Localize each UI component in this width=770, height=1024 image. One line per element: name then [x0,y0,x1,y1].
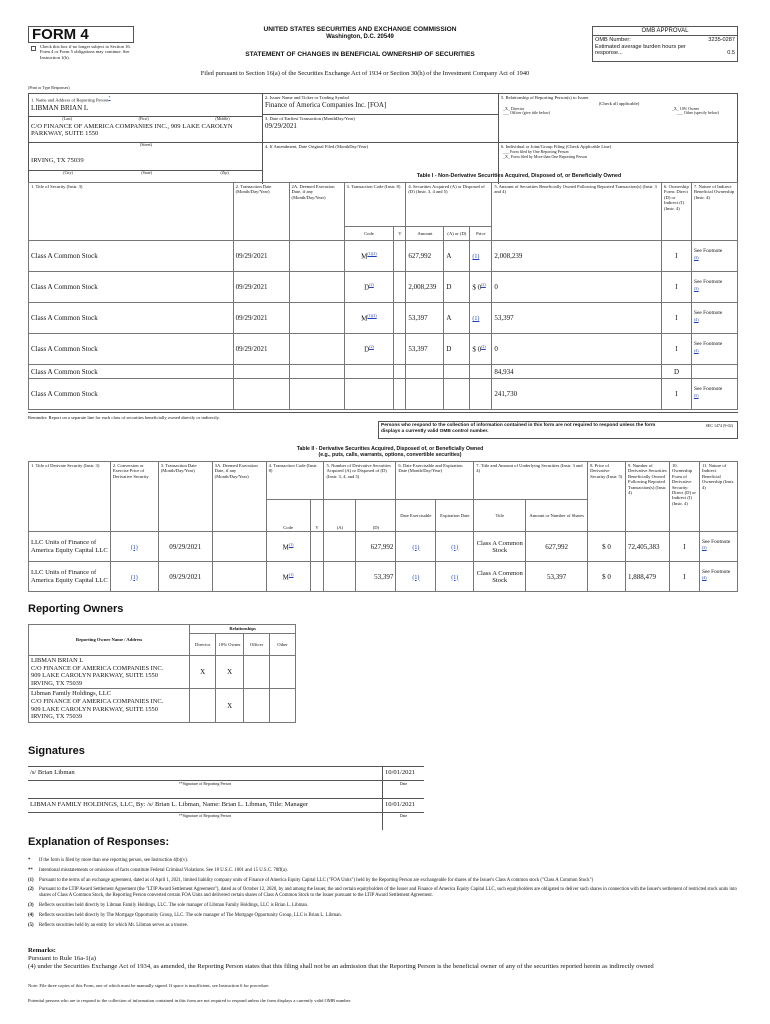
t2-date-exercisable [396,532,436,562]
owner-other [270,656,296,689]
t1-nature-footnote-link[interactable]: (4) [693,316,699,322]
t1-price-footnote-link[interactable]: (2) [481,282,486,288]
t1-transaction-date: 09/29/2021 [233,241,289,272]
explanation-text: Reflects securities held directly by Libman Family Holdings, LLC. The sole manager of Libman Family Holdings, LLC is Brian L. Libman. [39,902,309,908]
box4-label: 4. If Amendment, Date Original Filed (MonthDay/Year) [265,144,369,149]
t1-nature: See Footnote $^{(4)}$ [691,303,737,334]
t1-price [470,303,492,334]
omb-burden: 0.5 [727,50,735,56]
owners-col-name: Reporting Owner Name / Address [29,625,190,656]
filing-more: _X_ Form filed by More than One Reporting Person [503,154,587,159]
t1-transaction-date [233,365,289,379]
t1-nature: See Footnote $^{(3)}$ [691,241,737,272]
t2-nature: See Footnote $^{(4)}$ [699,562,737,592]
signature-date: 10/01/2021 [382,767,424,780]
t2-a [324,562,356,592]
explanation-text: Reflects securities held directly by The Mortgage Opportunity Group, LLC. The sole manager of The Mortgage Opportunity Group, LLC is Brian L. Libman. [39,912,342,918]
issuer-name: Finance of America Companies Inc. [FOA] [265,101,387,110]
reminder: Reminder: Report on a separate line for each class of securities beneficially owned directly or indirectly. [28,412,738,420]
agency-name: UNITED STATES SECURITIES AND EXCHANGE COMMISSION [263,26,457,33]
box2-label: 2. Issuer Name and Ticker or Trading Symbol [265,95,350,100]
t2-nature: See Footnote $^{(3)}$ [699,532,737,562]
t2-h-expiration: Expiration Date [436,500,474,532]
t2-owned-following: 1,888,479 [626,562,670,592]
explanation-mark: (4) [28,912,34,918]
explanation-mark: (3) [28,902,34,908]
t2-transaction-date: 09/29/2021 [158,532,212,562]
relationship-director: _X_ Director [503,105,525,111]
t1-code [344,365,394,379]
reporting-person-street: C/O FINANCE OF AMERICA COMPANIES INC., 909 LAKE CAROLYN PARKWAY, SUITE 1550 [31,122,233,137]
t1-owned-following: 53,397 [492,303,662,334]
table1-row [29,272,738,303]
t1-ownership-form: I [661,334,691,365]
t1-ownership-form: I [661,379,691,410]
t2-expiration-footnote-link[interactable]: (1) [451,544,459,551]
t1-security-title: Class A Common Stock [29,303,234,334]
t1-h-code: 3. Transaction Code (Instr. 8) [344,183,406,227]
t2-h-date-exercisable: Date Exercisable [396,500,436,532]
t2-h-conv: 2. Conversion or Exercise Price of Derivative Security [110,462,158,532]
earliest-transaction-date: 09/29/2021 [265,122,297,131]
signature-label: **Signature of Reporting Person [178,781,232,786]
t1-v [394,303,406,334]
t1-amount: 53,397 [406,334,444,365]
t1-nature-footnote-link[interactable]: (4) [693,347,699,353]
owner-ten-percent: X [216,689,244,722]
t1-h-aord: (A) or (D) [444,227,470,241]
t1-h-v: V [394,227,406,241]
t2-h-price: 8. Price of Derivative Security (Instr. 5) [588,462,626,532]
t2-underlying-amount: 627,992 [526,532,588,562]
owner-name-address: Libman Family Holdings, LLC C/O FINANCE OF AMERICA COMPANIES INC. 909 LAKE CAROLYN PARKWAY, SUITE 1550 IRVING, TX 75039 [29,689,190,722]
t1-a-or-d: D [444,334,470,365]
explanation-text: Pursuant to the terms of an exchange agreement, dated as of April 1, 2021, limited liability company units of Finance of America Equity Capital LLC ("FOA Units") held by the Reporting Person are exchangeable for shares of the Issuer's Class A common stock ("Class A Common Stock") [39,877,594,883]
t2-price: $ 0 [588,532,626,562]
header-boxes [28,93,738,183]
t1-nature [691,365,737,379]
omb-number-label: OMB Number: [595,37,631,43]
street-label: (Street) [140,142,152,147]
box5-label: 5. Relationship of Reporting Person(s) to Issuer [501,95,589,100]
t1-owned-following: 241,730 [492,379,662,410]
t2-h-d: (D) [356,500,396,532]
signature-date: 10/01/2021 [382,799,424,812]
t1-security-title: Class A Common Stock [29,334,234,365]
t1-deemed-date [289,334,344,365]
t2-h-under-title: Title [474,500,526,532]
t2-h-number: 5. Number of Derivative Securities Acquired (A) or Disposed of (D) (Instr. 3, 4, and 5) [324,462,396,500]
t1-h-acquired: 4. Securities Acquired (A) or Disposed of (D) (Instr. 3, 4 and 5) [406,183,492,227]
t1-h-code-sub: Code [344,227,394,241]
box3-label: 3. Date of Earliest Transaction (MonthDay/Year) [265,116,355,121]
t1-owned-following: 0 [492,334,662,365]
explanation-list [28,858,746,932]
explanation-mark: (1) [28,877,34,883]
t2-h-under-amount: Amount or Number of Shares [526,500,588,532]
t1-code-footnote-link[interactable]: (1)(2) [367,251,377,257]
t2-v [310,562,324,592]
t2-d: 627,992 [356,532,396,562]
table1-row [29,379,738,410]
t1-h-price: Price [470,227,492,241]
t1-security-title: Class A Common Stock [29,272,234,303]
filed-pursuant-text: Filed pursuant to Section 16(a) of the Securities Exchange Act of 1934 or Section 30(h) of the Investment Company Act of 1940 [200,70,530,77]
t2-security-title: LLC Units of Finance of America Equity Capital LLC [29,532,111,562]
explanation-text: Reflects securities held by an entity for which Mr. Libman serves as a trustee. [39,922,189,928]
owners-col-other: Other [270,634,296,656]
reporting-person-name: LIBMAN BRIAN L [31,103,89,112]
owner-director: X [190,656,216,689]
t1-ownership-form: I [661,241,691,272]
t2-h-exercisable: 6. Date Exercisable and Expiration Date (Month/Day/Year) [396,462,474,500]
t2-underlying-title: Class A Common Stock [474,562,526,592]
t2-h-date: 3. Transaction Date (Month/Day/Year) [158,462,212,532]
t1-a-or-d: A [444,303,470,334]
print-or-type: (Print or Type Responses) [28,85,70,90]
t2-expiration-date [436,532,474,562]
table1-row [29,303,738,334]
reporting-owners-heading: Reporting Owners [28,603,124,615]
city-label: (City) [63,170,73,175]
t2-conversion-price [110,562,158,592]
t2-v [310,532,324,562]
t1-price [470,241,492,272]
relationship-ten-percent: _X_ 10% Owner [671,105,699,111]
t2-deemed-date [212,532,266,562]
t2-h-underlying: 7. Title and Amount of Underlying Securities (Instr. 3 and 4) [474,462,588,500]
t1-v [394,365,406,379]
footer-note: Note: File three copies of this Form, one of which must be manually signed. If space is insufficient, see Instruction 6 for procedure. [28,983,270,988]
owners-col-relationships: Relationships [190,625,296,634]
relationship-officer: ___ Officer (give title below) [503,110,551,116]
owners-col-ten: 10% Owner [216,634,244,656]
box6-label: 6. Individual or Joint/Group Filing (Check Applicable Line) [501,144,612,149]
signature-row [28,766,424,780]
explanation-text: Intentional misstatements or omissions of facts constitute Federal Criminal Violations. See 18 U.S.C. 1001 and 15 U.S.C. 78ff(a). [39,867,288,873]
middle-label: (Middle) [215,116,230,121]
t1-code: $M^{(1)(2)}$ [344,303,394,334]
box5-check-label: (Check all applicable) [598,101,640,107]
t1-ownership-form: D [661,365,691,379]
owner-officer [244,689,270,722]
t1-v [394,272,406,303]
box1-label: 1. Name and Address of Reporting Person* [31,95,111,103]
explanation-text: If the form is filed by more than one reporting person, see Instruction 4(b)(v). [39,858,189,863]
no-longer-subject-text: Check this box if no longer subject to Section 16. Form 4 or Form 5 obligations may continue. See Instruction 1(b). [40,44,131,60]
t1-price-footnote-link[interactable]: (2) [481,344,486,350]
explanation-item [28,903,746,909]
t2-d: 53,397 [356,562,396,592]
t1-ownership-form: I [661,272,691,303]
t1-h-form: 6. Ownership Form: Direct (D) or Indirect (I) (Instr. 4) [661,183,691,241]
t2-h-title: 1. Title of Derivate Security (Instr. 3) [29,462,111,532]
t1-code-footnote-link[interactable]: (2) [369,344,374,350]
t1-code: $D^{(2)}$ [344,334,394,365]
t1-h-title: 1. Title of Security (Instr. 3) [29,183,234,241]
table2-row [29,532,738,562]
t1-nature: See Footnote $^{(4)}$ [691,334,737,365]
t1-deemed-date [289,303,344,334]
t1-a-or-d: D [444,272,470,303]
t2-transaction-date: 09/29/2021 [158,562,212,592]
t1-h-date: 2. Transaction Date (Month/Day/Year) [233,183,289,241]
t1-deemed-date [289,272,344,303]
t2-date-exercisable [396,562,436,592]
t1-h-deemed: 2A. Deemed Execution Date, if any (Month/Day/Year) [289,183,344,241]
t2-price: $ 0 [588,562,626,592]
t2-exercisable-footnote-link[interactable]: (1) [412,544,420,551]
footer-potential: Potential persons who are to respond to the collection of information contained in this form are not required to respond unless the form displays a currently valid OMB number. [28,998,352,1003]
t2-ownership-form: I [669,532,699,562]
explanation-mark: (5) [28,922,34,928]
t1-v [394,241,406,272]
t2-nature-footnote-link[interactable]: (4) [701,575,707,581]
box1-footnote-link[interactable]: * [108,95,111,100]
remarks-line1: Pursuant to Rule 16a-1(a) [28,955,96,962]
first-label: (First) [138,116,149,121]
t2-h-form: 10. Ownership Form of Derivative Security: Direct (D) or Indirect (I) (Instr. 4) [669,462,699,532]
t2-expiration-date [436,562,474,592]
t1-nature: See Footnote $^{(5)}$ [691,379,737,410]
explanation-item [28,887,746,899]
t2-owned-following: 72,405,383 [626,532,670,562]
t2-conv-footnote-link[interactable]: (1) [130,574,138,581]
t2-a [324,532,356,562]
reporting-person-city: IRVING, TX 75039 [31,156,84,164]
table1-row [29,241,738,272]
t2-underlying-amount: 53,397 [526,562,588,592]
explanation-item [28,878,746,884]
explanation-text: Pursuant to the LTIP Award Settlement Agreement (the "LTIP Award Settlement Agreement"), dated as of October 12, 2020, by and among the Issuer, the and certain equityholders of the Issuer and Finance of America Equity Capital LLC, such equityholders are obligated to deliver such shares in connection with the Issuer's settlement of restricted stock units into shares of Class A Common Stock, the Reporting Person converted certain FOA Units and delivered certain shares of Class A Common Stock to the Issuer pursuant to the LTIP Award Settlement Agreement. [39,887,737,899]
t1-code-footnote-link[interactable]: (1)(2) [367,313,377,319]
omb-title: OMB APPROVAL [593,27,737,36]
t1-owned-following: 84,934 [492,365,662,379]
t2-ownership-form: I [669,562,699,592]
signature-signer: LIBMAN FAMILY HOLDINGS, LLC, By: /s/ Brian L. Libman, Name: Brian L. Libman, Title: Manager [30,801,309,808]
table1-row [29,365,738,379]
t2-h-nature: 11. Nature of Indirect Beneficial Ownership (Instr. 4) [699,462,737,532]
t1-a-or-d [444,379,470,410]
signature-date-label: Date [382,781,424,798]
t2-exercisable-footnote-link[interactable]: (1) [412,574,420,581]
owner-row [29,689,296,722]
statement-title: STATEMENT OF CHANGES IN BENEFICIAL OWNERSHIP OF SECURITIES [245,51,475,58]
owners-col-officer: Officer [244,634,270,656]
t2-code-footnote-link[interactable]: (1) [288,541,294,547]
t2-conv-footnote-link[interactable]: (1) [130,544,138,551]
t1-amount [406,379,444,410]
relationship-other: ___ Other (specify below) [676,110,719,116]
owner-row [29,656,296,689]
t2-h-code-sub: Code [266,500,310,532]
omb-number: 3235-0287 [708,37,735,43]
no-longer-subject-checkbox[interactable] [31,46,36,51]
table1-title: Table I - Non-Derivative Securities Acquired, Disposed of, or Beneficially Owned [416,173,622,179]
owner-name-address: LIBMAN BRIAN L C/O FINANCE OF AMERICA COMPANIES INC. 909 LAKE CAROLYN PARKWAY, SUITE 1550 IRVING, TX 75039 [29,656,190,689]
table1 [28,182,738,410]
t1-price [470,365,492,379]
t2-h-code: 4. Transaction Code (Instr. 8) [266,462,324,500]
t1-nature-footnote-link[interactable]: (3) [693,285,699,291]
t1-deemed-date [289,379,344,410]
form-title-box [28,26,134,43]
persons-notice: Persons who respond to the collection of information contained in this form are not required to respond unless the form displays a currently valid OMB control number. [381,423,656,434]
t2-h-owned: 9. Number of Derivative Securities Beneficially Owned Following Reported Transaction(s) (Instr. 4) [626,462,670,532]
t2-expiration-footnote-link[interactable]: (1) [451,574,459,581]
t1-owned-following: 2,008,239 [492,241,662,272]
t1-price-footnote-link[interactable]: (1) [472,254,480,260]
t1-amount: 53,397 [406,303,444,334]
explanation-item [28,913,746,919]
t1-amount: 627,992 [406,241,444,272]
sec-number: SEC 1474 (9-02) [705,423,733,428]
t1-security-title: Class A Common Stock [29,379,234,410]
t1-v [394,334,406,365]
t1-h-owned: 5. Amount of Securities Beneficially Owned Following Reported Transaction(s) (Instr. 3 and 4) [492,183,662,241]
t1-price: $ 0$^{(2)}$ [470,334,492,365]
t1-amount [406,365,444,379]
table2-title: Table II - Derivative Securities Acquired, Disposed of, or Beneficially Owned [296,446,484,452]
last-label: (Last) [62,116,72,121]
t1-ownership-form: I [661,303,691,334]
t1-deemed-date [289,241,344,272]
t1-h-amount: Amount [406,227,444,241]
t2-underlying-title: Class A Common Stock [474,532,526,562]
t1-deemed-date [289,365,344,379]
t2-h-a: (A) [324,500,356,532]
remarks-label: Remarks: [28,947,56,954]
t1-nature-footnote-link[interactable]: (5) [693,392,699,398]
t1-price-footnote-link[interactable]: (1) [472,316,480,322]
t2-code-footnote-link[interactable]: (1) [288,571,294,577]
signatures-block [28,766,424,830]
t1-price: $ 0$^{(2)}$ [470,272,492,303]
explanation-mark: ** [28,867,33,873]
signature-label: **Signature of Reporting Person [178,813,232,818]
state-label: (State) [141,170,152,175]
t1-code [344,379,394,410]
t1-price [470,379,492,410]
reporting-owners-table [28,624,296,723]
explanation-item [28,858,746,864]
t2-h-v: V [310,500,324,532]
explanation-mark: (2) [28,887,34,893]
t2-nature-footnote-link[interactable]: (3) [701,545,707,551]
explanation-item [28,923,746,929]
t1-security-title: Class A Common Stock [29,365,234,379]
table2-row [29,562,738,592]
omb-burden-label: Estimated average burden hours per response... [595,44,686,56]
filing-one: ___ Form filed by One Reporting Person [503,149,569,155]
t1-amount: 2,008,239 [406,272,444,303]
t1-transaction-date [233,379,289,410]
t1-code-footnote-link[interactable]: (2) [369,282,374,288]
owners-col-director: Director [190,634,216,656]
t2-deemed-date [212,562,266,592]
t1-transaction-date: 09/29/2021 [233,303,289,334]
signature-signer: /s/ Brian Libman [30,769,75,776]
agency-address: Washington, D.C. 20549 [326,34,394,40]
t1-v [394,379,406,410]
t1-transaction-date: 09/29/2021 [233,272,289,303]
t1-owned-following: 0 [492,272,662,303]
owner-officer [244,656,270,689]
table2-subtitle: (e.g., puts, calls, warrants, options, convertible securities) [318,452,462,458]
t1-code: $M^{(1)(2)}$ [344,241,394,272]
owner-director [190,689,216,722]
signature-date-label: Date [382,813,424,830]
t1-a-or-d [444,365,470,379]
t1-nature: See Footnote $^{(3)}$ [691,272,737,303]
zip-label: (Zip) [220,170,229,175]
t1-transaction-date: 09/29/2021 [233,334,289,365]
owner-other [270,689,296,722]
t2-security-title: LLC Units of Finance of America Equity Capital LLC [29,562,111,592]
t1-code: $D^{(2)}$ [344,272,394,303]
explanation-heading: Explanation of Responses: [28,836,170,848]
t1-h-nature: 7. Nature of Indirect Beneficial Ownership (Instr. 4) [691,183,737,241]
t2-code: $M^{(1)}$ [266,562,310,592]
remarks-line2: (4) under the Securities Exchange Act of 1934, as amended, the Reporting Person states that this filing shall not be an admission that the Reporting Person is the beneficial owner of any of the securities reported herein as indirectly owned [28,963,654,970]
table1-row [29,334,738,365]
owner-ten-percent: X [216,656,244,689]
persons-notice-box [378,421,738,439]
form-title: FORM 4 [32,26,89,43]
table2 [28,461,738,592]
t2-conversion-price [110,532,158,562]
explanation-item [28,868,746,874]
explanation-mark: * [28,858,31,863]
signatures-heading: Signatures [28,745,85,757]
t1-a-or-d: A [444,241,470,272]
t1-nature-footnote-link[interactable]: (3) [693,254,699,260]
signature-row [28,798,424,812]
t1-security-title: Class A Common Stock [29,241,234,272]
t2-code: $M^{(1)}$ [266,532,310,562]
t2-h-deemed: 3A. Deemed Execution Date, if any (Month/Day/Year) [212,462,266,532]
omb-approval-box [592,26,738,62]
